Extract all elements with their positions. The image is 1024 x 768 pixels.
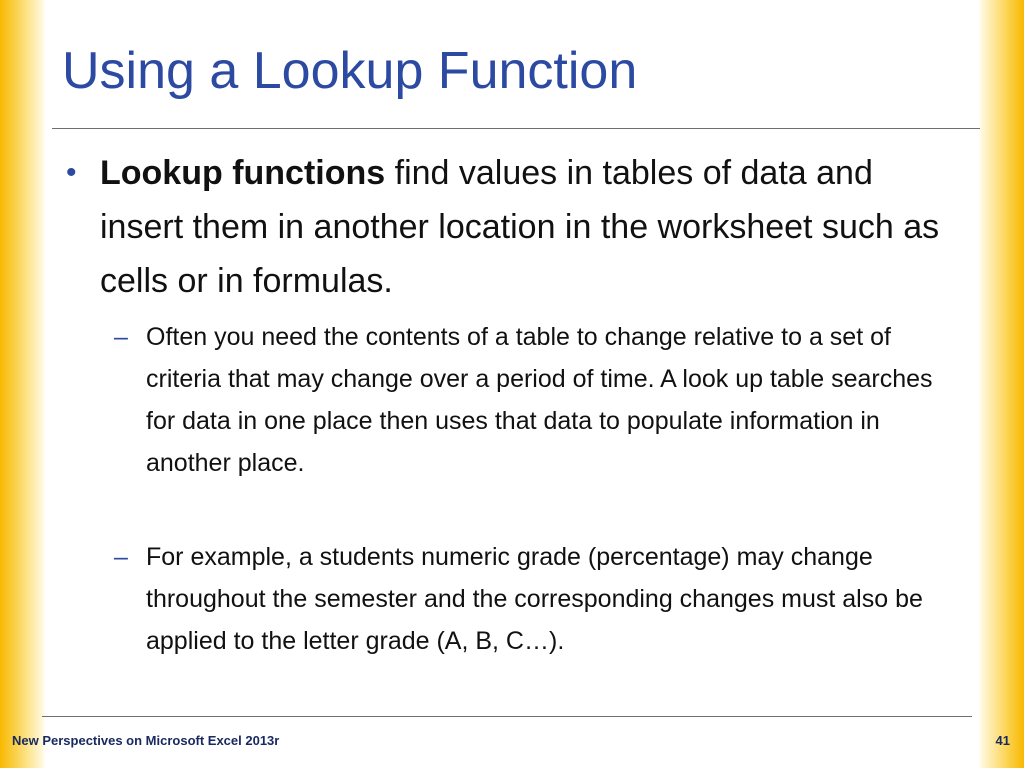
bullet-dot-icon: • xyxy=(66,156,77,189)
bullet-bold-term: Lookup functions xyxy=(100,154,386,192)
page-number: 41 xyxy=(995,733,1010,748)
title-divider xyxy=(52,128,980,129)
left-accent-band xyxy=(0,0,46,768)
sub-bullet-text: Often you need the contents of a table to change relative to a set of criteria that may change over a period of time. A look up table searches for data in one place then uses that data to populate information in another place. xyxy=(146,323,933,477)
sub-bullet-1 xyxy=(114,316,966,484)
sub-bullet-2 xyxy=(114,536,966,662)
sub-bullet-text: For example, a students numeric grade (percentage) may change throughout the semester and the corresponding changes must also be applied to the letter grade (A, B, C…). xyxy=(146,543,923,655)
footer-divider xyxy=(42,716,972,717)
dash-icon: – xyxy=(114,543,128,571)
main-bullet xyxy=(66,146,960,308)
dash-icon: – xyxy=(114,323,128,351)
slide-title: Using a Lookup Function xyxy=(62,42,638,100)
footer-text: New Perspectives on Microsoft Excel 2013r xyxy=(12,733,280,748)
right-accent-band xyxy=(978,0,1024,768)
bullet-text: find values in tables of data and insert them in another location in the worksheet such as cells or in formulas. xyxy=(100,154,940,300)
